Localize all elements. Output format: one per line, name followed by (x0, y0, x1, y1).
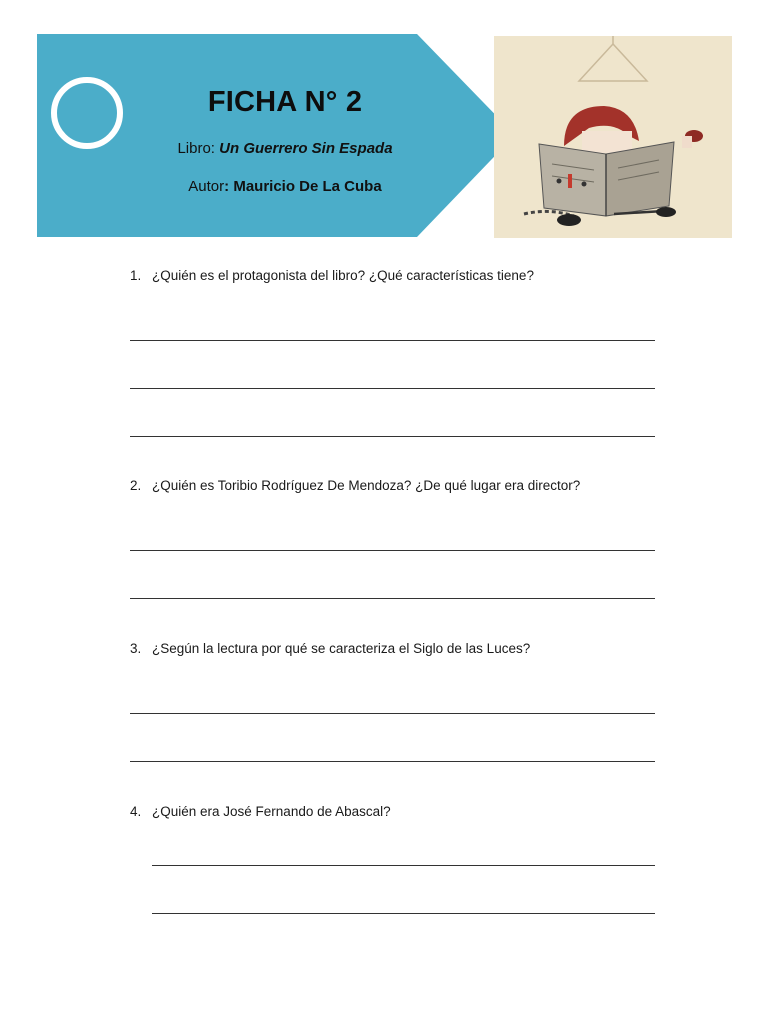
question-text: ¿Quién era José Fernando de Abascal? (152, 804, 391, 819)
question-text: ¿Quién es Toribio Rodríguez De Mendoza? ¿De qué lugar era director? (152, 478, 581, 493)
answer-line[interactable] (130, 340, 655, 341)
question-4 (130, 804, 391, 819)
question-2 (130, 478, 580, 493)
circle-icon (51, 77, 123, 149)
answer-line[interactable] (130, 598, 655, 599)
question-number: 1. (130, 268, 142, 283)
author-label: Autor (188, 178, 225, 195)
question-number: 4. (130, 804, 142, 819)
answer-line[interactable] (130, 761, 655, 762)
author-name: : Mauricio De La Cuba (224, 178, 382, 195)
book-label: Libro: (177, 140, 220, 157)
page-title: FICHA N° 2 (207, 86, 363, 118)
answer-line[interactable] (152, 865, 655, 866)
question-3 (130, 641, 530, 656)
answer-line[interactable] (130, 550, 655, 551)
author-line (130, 178, 440, 195)
answer-line[interactable] (130, 713, 655, 714)
book-line (130, 140, 440, 157)
answer-line[interactable] (130, 388, 655, 389)
question-1 (130, 268, 534, 283)
question-text: ¿Quién es el protagonista del libro? ¿Qué características tiene? (152, 268, 534, 283)
question-number: 2. (130, 478, 142, 493)
answer-line[interactable] (152, 913, 655, 914)
question-number: 3. (130, 641, 142, 656)
book-title: Un Guerrero Sin Espada (219, 140, 393, 157)
reading-child-illustration (494, 36, 732, 238)
answer-line[interactable] (130, 436, 655, 437)
question-text: ¿Según la lectura por qué se caracteriza el Siglo de las Luces? (152, 641, 531, 656)
